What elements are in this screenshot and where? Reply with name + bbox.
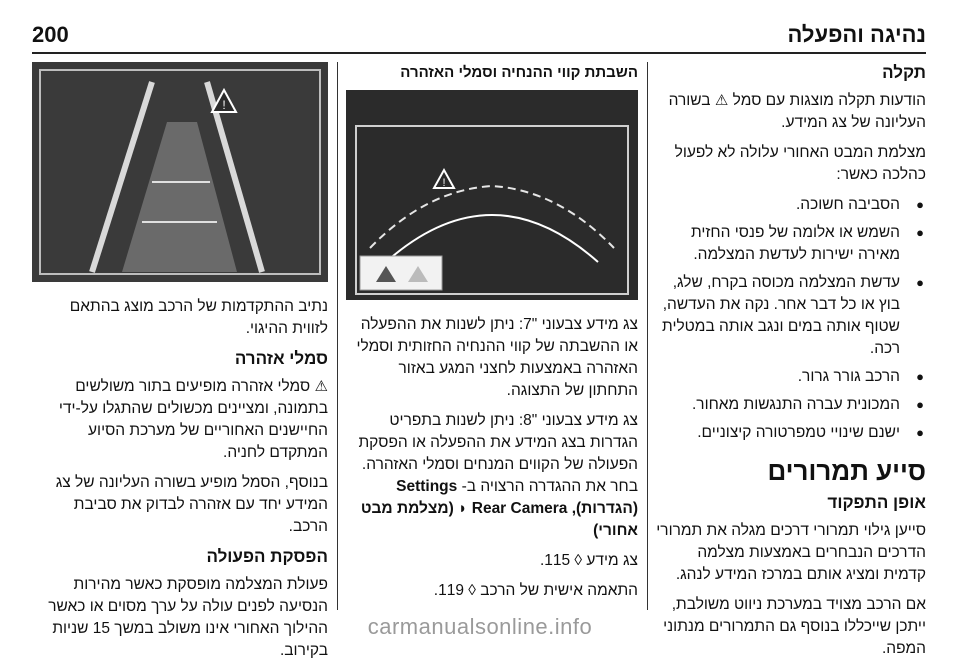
- faults-text-b: בשורה העליונה של צג המידע.: [668, 92, 926, 131]
- function-title: אופן התפקוד: [827, 493, 926, 512]
- list-item: ● המכונית עברה התנגשות מאחור.: [656, 394, 926, 416]
- warning-triangle-icon: ⚠: [314, 378, 328, 395]
- faults-text-a: הודעות תקלה מוצגות עם סמל: [732, 92, 926, 109]
- list-item: ● הרכב גורר גרור.: [656, 366, 926, 388]
- middle-column: [346, 62, 638, 622]
- svg-text:!: !: [222, 98, 226, 112]
- page-number: 200: [32, 22, 69, 47]
- list-item: ● הסביבה חשוכה.: [656, 194, 926, 216]
- faults-conditions-intro: מצלמת המבט האחורי עלולה לא לפעול כהלכה כאשר:: [674, 144, 926, 183]
- info-display-7-paragraph: צג מידע צבעוני "7: ניתן לשנות את ההפעלה או ההשבתה של קווי ההנחיה החזותית וסמלי האזהרה באמצעות לחצני המגע באזור התחתון של התצוגה.: [356, 316, 638, 399]
- faults-paragraph: [656, 90, 926, 134]
- function-paragraph-1: סייען גילוי תמרורי דרכים מגלה את תמרורי הדרכים הנבחרים באמצעות מצלמה קדמית ומציג אותם במרכז המידע לנהג.: [656, 522, 926, 583]
- right-column: [656, 62, 926, 657]
- driving-path-paragraph: נתיב ההתקדמות של הרכב מוצג בהתאם לזווית ההיגוי.: [69, 298, 328, 337]
- header-rule: [32, 52, 926, 54]
- left-column: [32, 62, 328, 659]
- watermark: carmanualsonline.info: [367, 614, 593, 639]
- settings-path: Settings (הגדרות), Rear Camera ◗ (מצלמת מבט אחורי): [360, 478, 638, 539]
- chapter-title: נהיגה והפעלה: [787, 22, 926, 47]
- faults-title: תקלה: [882, 63, 926, 82]
- rear-camera-illustration: [346, 90, 638, 300]
- parking-camera-illustration: [32, 62, 328, 282]
- column-divider: [647, 62, 648, 610]
- faults-list: [656, 194, 926, 444]
- list-item: ● ישנם שינויי טמפרטורה קיצוניים.: [656, 422, 926, 444]
- function-paragraph-2: אם הרכב מצויד במערכת ניווט משולבת, ייתכן שייכללו בנוסף גם התמרורים מנתוני המפה.: [663, 596, 926, 657]
- warning-symbols-title: סמלי אזהרה: [234, 349, 328, 368]
- deactivation-paragraph: פעולת המצלמה מופסקת כאשר מהירות הנסיעה לפנים עולה על ערך מסוים או כאשר ההילוך האחורי אינו משולב במשך 15 שניות בקירוב.: [48, 576, 328, 659]
- info-display-8-paragraph: [346, 410, 638, 542]
- deactivation-title: הפסקת הפעולה: [206, 547, 328, 566]
- warning-symbols-paragraph-2: בנוסף, הסמל מופיע בשורה העליונה של צג המידע יחד עם אזהרה לבדוק את סביבת הרכב.: [55, 474, 328, 535]
- svg-text:!: !: [442, 177, 446, 189]
- column-divider: [337, 62, 338, 610]
- list-item: ● עדשת המצלמה מכוסה בקרח, שלג, בוץ או כל דבר אחר. נקה את העדשה, שטוף אותה במים ונגב אותה במטלית רכה.: [656, 272, 926, 360]
- guidelines-heading: השבתת קווי ההנחיה וסמלי האזהרה: [400, 64, 638, 81]
- warning-triangle-icon: ⚠: [714, 92, 729, 109]
- warning-symbols-text: סמלי אזהרה מופיעים בתור משולשים בתמונה, ומציינים מכשולים שהתגלו על-ידי החיישנים האחוריים של מערכת הסיוע המתקדם לחניה.: [58, 378, 328, 461]
- rear-camera-display-image: [346, 90, 638, 300]
- warning-symbols-paragraph-1: [32, 376, 328, 464]
- cross-reference-info-display: צג מידע ◊ 115.: [539, 552, 638, 569]
- traffic-assist-title: סייע תמרורים: [767, 456, 926, 486]
- parking-camera-image: [32, 62, 328, 282]
- page-header: [32, 10, 926, 52]
- cross-reference-personalization: התאמה אישית של הרכב ◊ 119.: [433, 582, 638, 599]
- info-display-8-text: צג מידע צבעוני "8: ניתן לשנות בתפריט הגדרות בצג המידע את ההפעלה או הפסקת הפעולה של הקווים המנחים וסמלי האזהרה. בחר את ההגדרה הרצויה ב-: [358, 412, 638, 495]
- list-item: ● השמש או אלומה של פנסי החזית מאירה ישירות לעדשת המצלמה.: [656, 222, 926, 266]
